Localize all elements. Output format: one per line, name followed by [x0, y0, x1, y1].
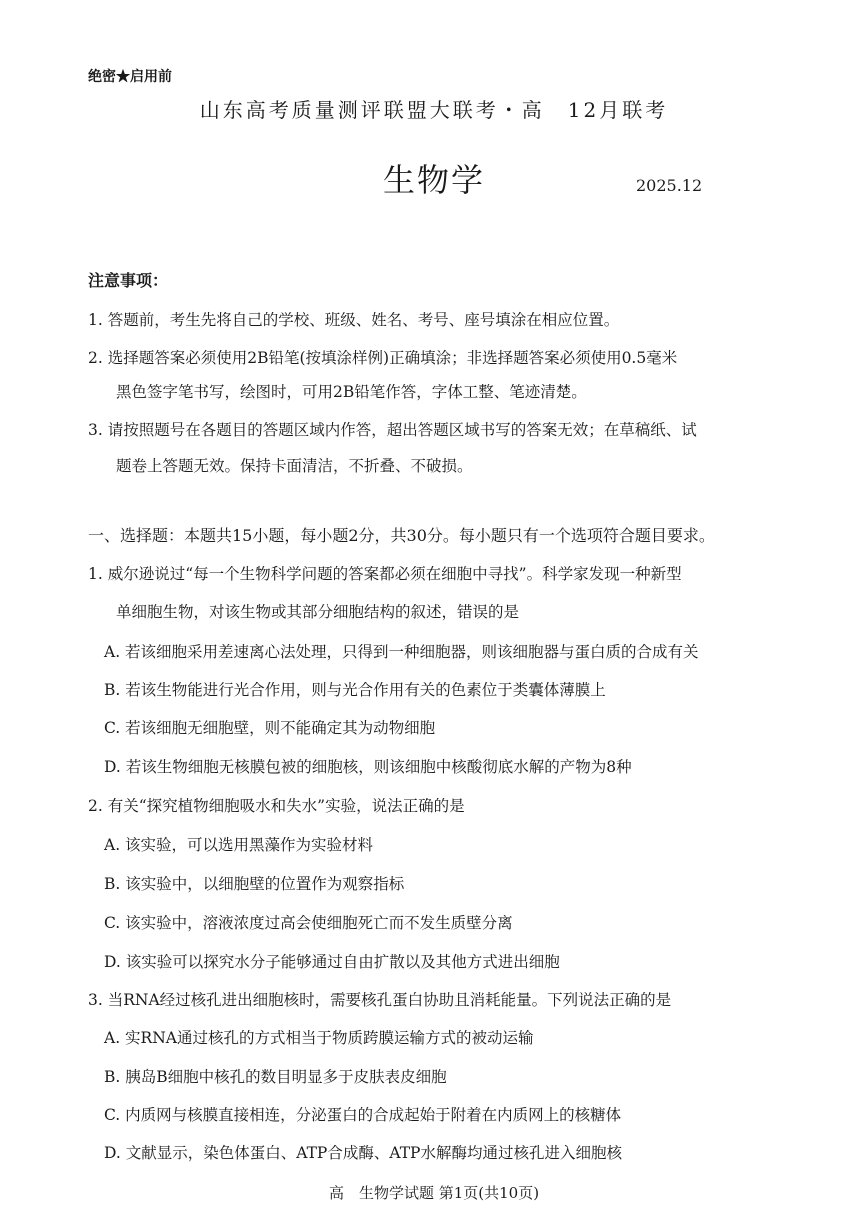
q1-option-d: D. 若该生物细胞无核膜包被的细胞核，则该细胞中核酸彻底水解的产物为8种	[104, 758, 632, 776]
q2-option-b: B. 该实验中，以细胞壁的位置作为观察指标	[104, 875, 405, 893]
notice-item-2-cont: 黑色签字笔书写，绘图时，可用2B铅笔作答，字体工整、笔迹清楚。	[116, 383, 587, 401]
notice-item-3-cont: 题卷上答题无效。保持卡面清洁，不折叠、不破损。	[116, 457, 473, 475]
q2-option-d: D. 该实验可以探究水分子能够通过自由扩散以及其他方式进出细胞	[104, 953, 560, 971]
q1-option-c: C. 若该细胞无细胞壁，则不能确定其为动物细胞	[104, 719, 436, 737]
subject-title: 生物学	[382, 161, 485, 199]
confidential-label: 绝密★启用前	[88, 69, 172, 85]
q1-option-a: A. 若该细胞采用差速离心法处理，只得到一种细胞器，则该细胞器与蛋白质的合成有关	[104, 643, 699, 661]
q3-stem: 3. 当RNA经过核孔进出细胞核时，需要核孔蛋白协助且消耗能量。下列说法正确的是	[88, 991, 672, 1009]
q1-stem-cont: 单细胞生物，对该生物或其部分细胞结构的叙述，错误的是	[116, 603, 520, 621]
q1-option-b: B. 若该生物能进行光合作用，则与光合作用有关的色素位于类囊体薄膜上	[104, 681, 606, 699]
section-heading: 一、选择题：本题共15小题，每小题2分，共30分。每小题只有一个选项符合题目要求。	[88, 526, 715, 545]
q2-stem: 2. 有关“探究植物细胞吸水和失水”实验，说法正确的是	[88, 797, 465, 815]
q3-option-c: C. 内质网与核膜直接相连，分泌蛋白的合成起始于附着在内质网上的核糖体	[104, 1106, 622, 1124]
q3-option-b: B. 胰岛B细胞中核孔的数目明显多于皮肤表皮细胞	[104, 1068, 447, 1086]
notice-item-1: 1. 答题前，考生先将自己的学校、班级、姓名、考号、座号填涂在相应位置。	[88, 311, 620, 329]
notice-item-3: 3. 请按照题号在各题目的答题区域内作答，超出答题区域书写的答案无效；在草稿纸、试	[88, 421, 697, 439]
q2-option-c: C. 该实验中，溶液浓度过高会使细胞死亡而不发生质壁分离	[104, 914, 513, 932]
page-footer: 高 生物学试题 第1页(共10页)	[328, 1184, 540, 1202]
q3-option-d: D. 文献显示，染色体蛋白、ATP合成酶、ATP水解酶均通过核孔进入细胞核	[104, 1144, 622, 1162]
exam-date: 2025.12	[636, 176, 703, 195]
q2-option-a: A. 该实验，可以选用黑藻作为实验材料	[104, 836, 374, 854]
notice-heading: 注意事项：	[88, 271, 169, 290]
notice-item-2: 2. 选择题答案必须使用2B铅笔(按填涂样例)正确填涂；非选择题答案必须使用0.5毫米	[88, 349, 678, 367]
exam-title: 山东高考质量测评联盟大联考・高 12月联考	[199, 98, 669, 122]
q3-option-a: A. 实RNA通过核孔的方式相当于物质跨膜运输方式的被动运输	[104, 1029, 534, 1047]
q1-stem: 1. 威尔逊说过“每一个生物科学问题的答案都必须在细胞中寻找”。科学家发现一种新型	[88, 565, 682, 583]
